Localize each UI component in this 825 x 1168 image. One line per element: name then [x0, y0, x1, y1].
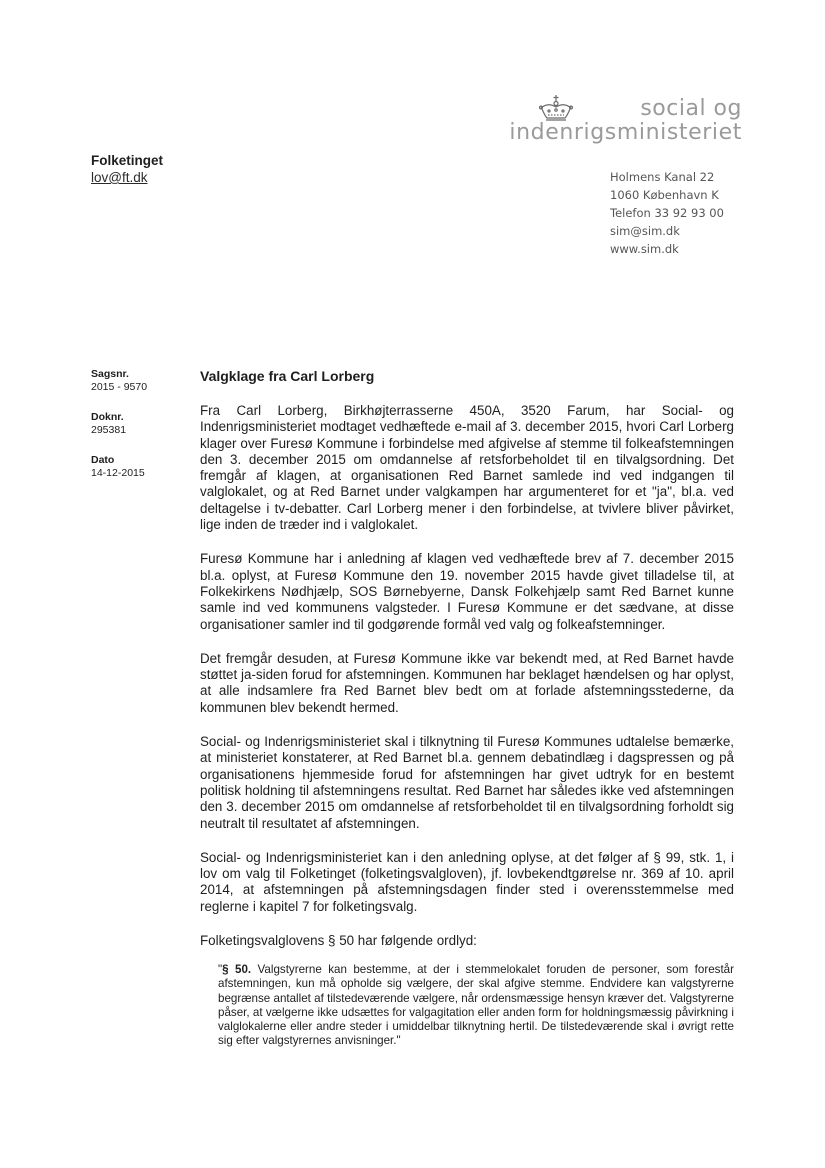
address-email[interactable]: sim@sim.dk	[610, 224, 680, 238]
quote-open-mark: "	[218, 963, 223, 977]
law-quote	[218, 963, 734, 1048]
doc-number-block	[91, 411, 147, 437]
paragraph-ministry-remark: Social- og Indenrigsministeriet skal i tilknytning til Furesø Kommunes udtalelse bemærke, at ministeriet konstaterer, at Red Barnet bl.a. gennem debatindlæg i dagspressen og på organisationens hjemmeside forud for afstemningen har givet udtryk for en bestemt politisk holdning til afstemningens resultat. Red Barnet har således ikke ved afstemningen den 3. december 2015 om omdannelse af retsforbeholdet til en tilvalgsordning forholdt sig neutralt til resultatet af afstemningen.	[200, 734, 734, 831]
date-label: Dato	[91, 454, 115, 466]
case-number-label: Sagsnr.	[91, 368, 129, 380]
address-web[interactable]: www.sim.dk	[610, 242, 679, 256]
address-phone: Telefon 33 92 93 00	[610, 206, 724, 220]
paragraph-legal-basis: Social- og Indenrigsministeriet kan i den anledning oplyse, at det følger af § 99, stk. 1, i lov om valg til Folketinget (folketingsvalgloven), jf. lovbekendtgørelse nr. 369 af 10. april 2014, at afstemningen på afstemningsdagen finder sted i overensstemmelse med reglerne i kapitel 7 for folketingsvalg.	[200, 849, 734, 914]
quote-text: Valgstyrerne kan bestemme, at der i stemmelokalet foruden de personer, som forestår afstemningen, kun må opholde sig vælgere, der skal afgive stemme. Endvidere kan valgstyrerne begrænse antallet af tilstedeværende vælgere, når ordensmæssige hensyn kræver det. Valgstyrerne påser, at vælgerne ikke udsættes for valgagitation eller anden form for holdningsmæssig påvirkning i valglokalerne eller andre steder i umiddelbar tilknytning hertil. De tilstedeværende skal i øvrigt rette sig efter valgstyrernes anvisninger."	[218, 963, 734, 1047]
case-number-value: 2015 - 9570	[91, 381, 148, 393]
paragraph-municipality-response: Furesø Kommune har i anledning af klagen ved vedhæftede brev af 7. december 2015 bl.a. oplyst, at Furesø Kommune den 19. november 2015 havde givet tilladelse til, at Folkekirkens Nødhjælp, SOS Børnebyerne, Dansk Folkehjælp samt Red Barnet kunne samle ind ved kommunens valgsteder. I Furesø Kommune er det sædvane, at disse organisationer samler ind til godgørende formål ved valg og folkeafstemninger.	[200, 551, 734, 632]
recipient-email-link[interactable]: lov@ft.dk	[91, 170, 148, 185]
quote-section-number: § 50.	[222, 963, 252, 977]
ministry-logo	[509, 92, 742, 152]
letter-body	[200, 368, 734, 1048]
document-metadata	[91, 368, 147, 497]
paragraph-further-facts: Det fremgår desuden, at Furesø Kommune ikke var bekendt med, at Red Barnet havde støttet ja-siden forud for afstemningen. Kommunen har beklaget hændelsen og har oplyst, at alle indsamlere fra Red Barnet blev bedt om at forlade afstemningsstederne, da kommunen blev bekendt hermed.	[200, 650, 734, 715]
ministry-address	[610, 168, 724, 258]
paragraph-complaint: Fra Carl Lorberg, Birkhøjterrasserne 450A, 3520 Farum, har Social- og Indenrigsministeriet modtaget vedhæftede e-mail af 3. december 2015, hvori Carl Lorberg klager over Furesø Kommune i forbindelse med afgivelse af stemme til folkeafstemningen den 3. december 2015 om omdannelse af retsforbeholdet til en tilvalgsordning. Det fremgår af klagen, at organisationen Red Barnet samlede ind ved indgangen til valglokalet, og at Red Barnet under valgkampen har argumenteret for et "ja", bl.a. ved deltagelse i tv-debatter. Carl Lorberg mener i den forbindelse, at tvivlere bliver påvirket, lige inden de træder ind i valglokalet.	[200, 403, 734, 533]
paragraph-quote-intro: Folketingsvalglovens § 50 har følgende ordlyd:	[200, 933, 477, 949]
recipient-name: Folketinget	[91, 153, 164, 168]
case-number-block	[91, 368, 147, 394]
doc-number-value: 295381	[91, 424, 127, 436]
address-street: Holmens Kanal 22	[610, 170, 715, 184]
letter-subject: Valgklage fra Carl Lorberg	[200, 368, 375, 384]
date-block	[91, 454, 147, 480]
recipient-block	[91, 152, 163, 186]
date-value: 14-12-2015	[91, 467, 145, 479]
doc-number-label: Doknr.	[91, 411, 124, 423]
logo-text-line2: indenrigsministeriet	[509, 120, 742, 145]
address-city: 1060 København K	[610, 188, 719, 202]
logo-text-line1: social og	[640, 96, 742, 121]
